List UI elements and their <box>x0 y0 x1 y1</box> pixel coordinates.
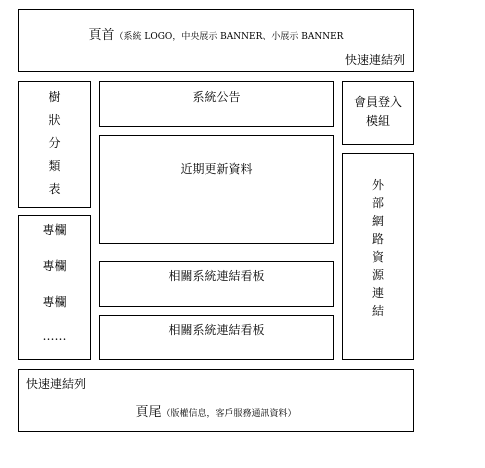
tree-category-box <box>18 81 91 208</box>
header-quicklinks[interactable]: 快速連結列 <box>344 53 405 67</box>
column-item[interactable]: 專欄 <box>42 295 67 309</box>
external-char: 網 <box>371 214 384 228</box>
member-login-title[interactable]: 會員登入 模組 <box>353 95 402 128</box>
related-links-title-2: 相關系統連結看板 <box>168 323 265 337</box>
tree-char: 狀 <box>48 113 61 127</box>
header-note: （系統 LOGO，中央展示 BANNER、小展示 BANNER <box>114 32 344 42</box>
footer-quicklinks[interactable]: 快速連結列 <box>26 377 87 391</box>
columns-box <box>18 215 91 360</box>
footer-box <box>18 369 414 432</box>
tree-category-label <box>19 88 90 203</box>
footer-note: （版權信息，客戶服務通訊資料） <box>161 409 297 419</box>
header-box <box>18 9 414 72</box>
header-title: 頁首 <box>88 28 115 43</box>
member-login-box <box>342 81 414 145</box>
column-item[interactable]: 專欄 <box>42 223 67 237</box>
external-char: 部 <box>371 196 384 210</box>
tree-char: 類 <box>48 159 61 173</box>
external-char: 結 <box>371 304 384 318</box>
external-char: 路 <box>371 232 384 246</box>
recent-updates-box <box>99 135 334 244</box>
announcement-box <box>99 81 334 127</box>
tree-char: 分 <box>48 136 61 150</box>
related-links-title-1: 相關系統連結看板 <box>168 269 265 283</box>
footer-title-row <box>19 401 413 420</box>
footer-title: 頁尾 <box>135 405 162 420</box>
external-char: 源 <box>371 268 384 282</box>
external-char: 外 <box>371 178 384 192</box>
external-char: 連 <box>371 286 384 300</box>
external-resources-box <box>342 153 414 360</box>
related-links-board-2 <box>99 315 334 360</box>
external-char: 資 <box>371 250 384 264</box>
column-item[interactable]: 專欄 <box>42 259 67 273</box>
recent-updates-title: 近期更新資料 <box>180 162 253 176</box>
tree-char: 樹 <box>48 90 61 104</box>
column-more[interactable]: …… <box>42 329 67 343</box>
related-links-board-1 <box>99 261 334 307</box>
columns-list <box>19 221 90 365</box>
external-resources-label <box>343 176 413 320</box>
header-title-row <box>19 24 413 43</box>
announcement-title: 系統公告 <box>192 90 241 104</box>
tree-char: 表 <box>48 182 61 196</box>
